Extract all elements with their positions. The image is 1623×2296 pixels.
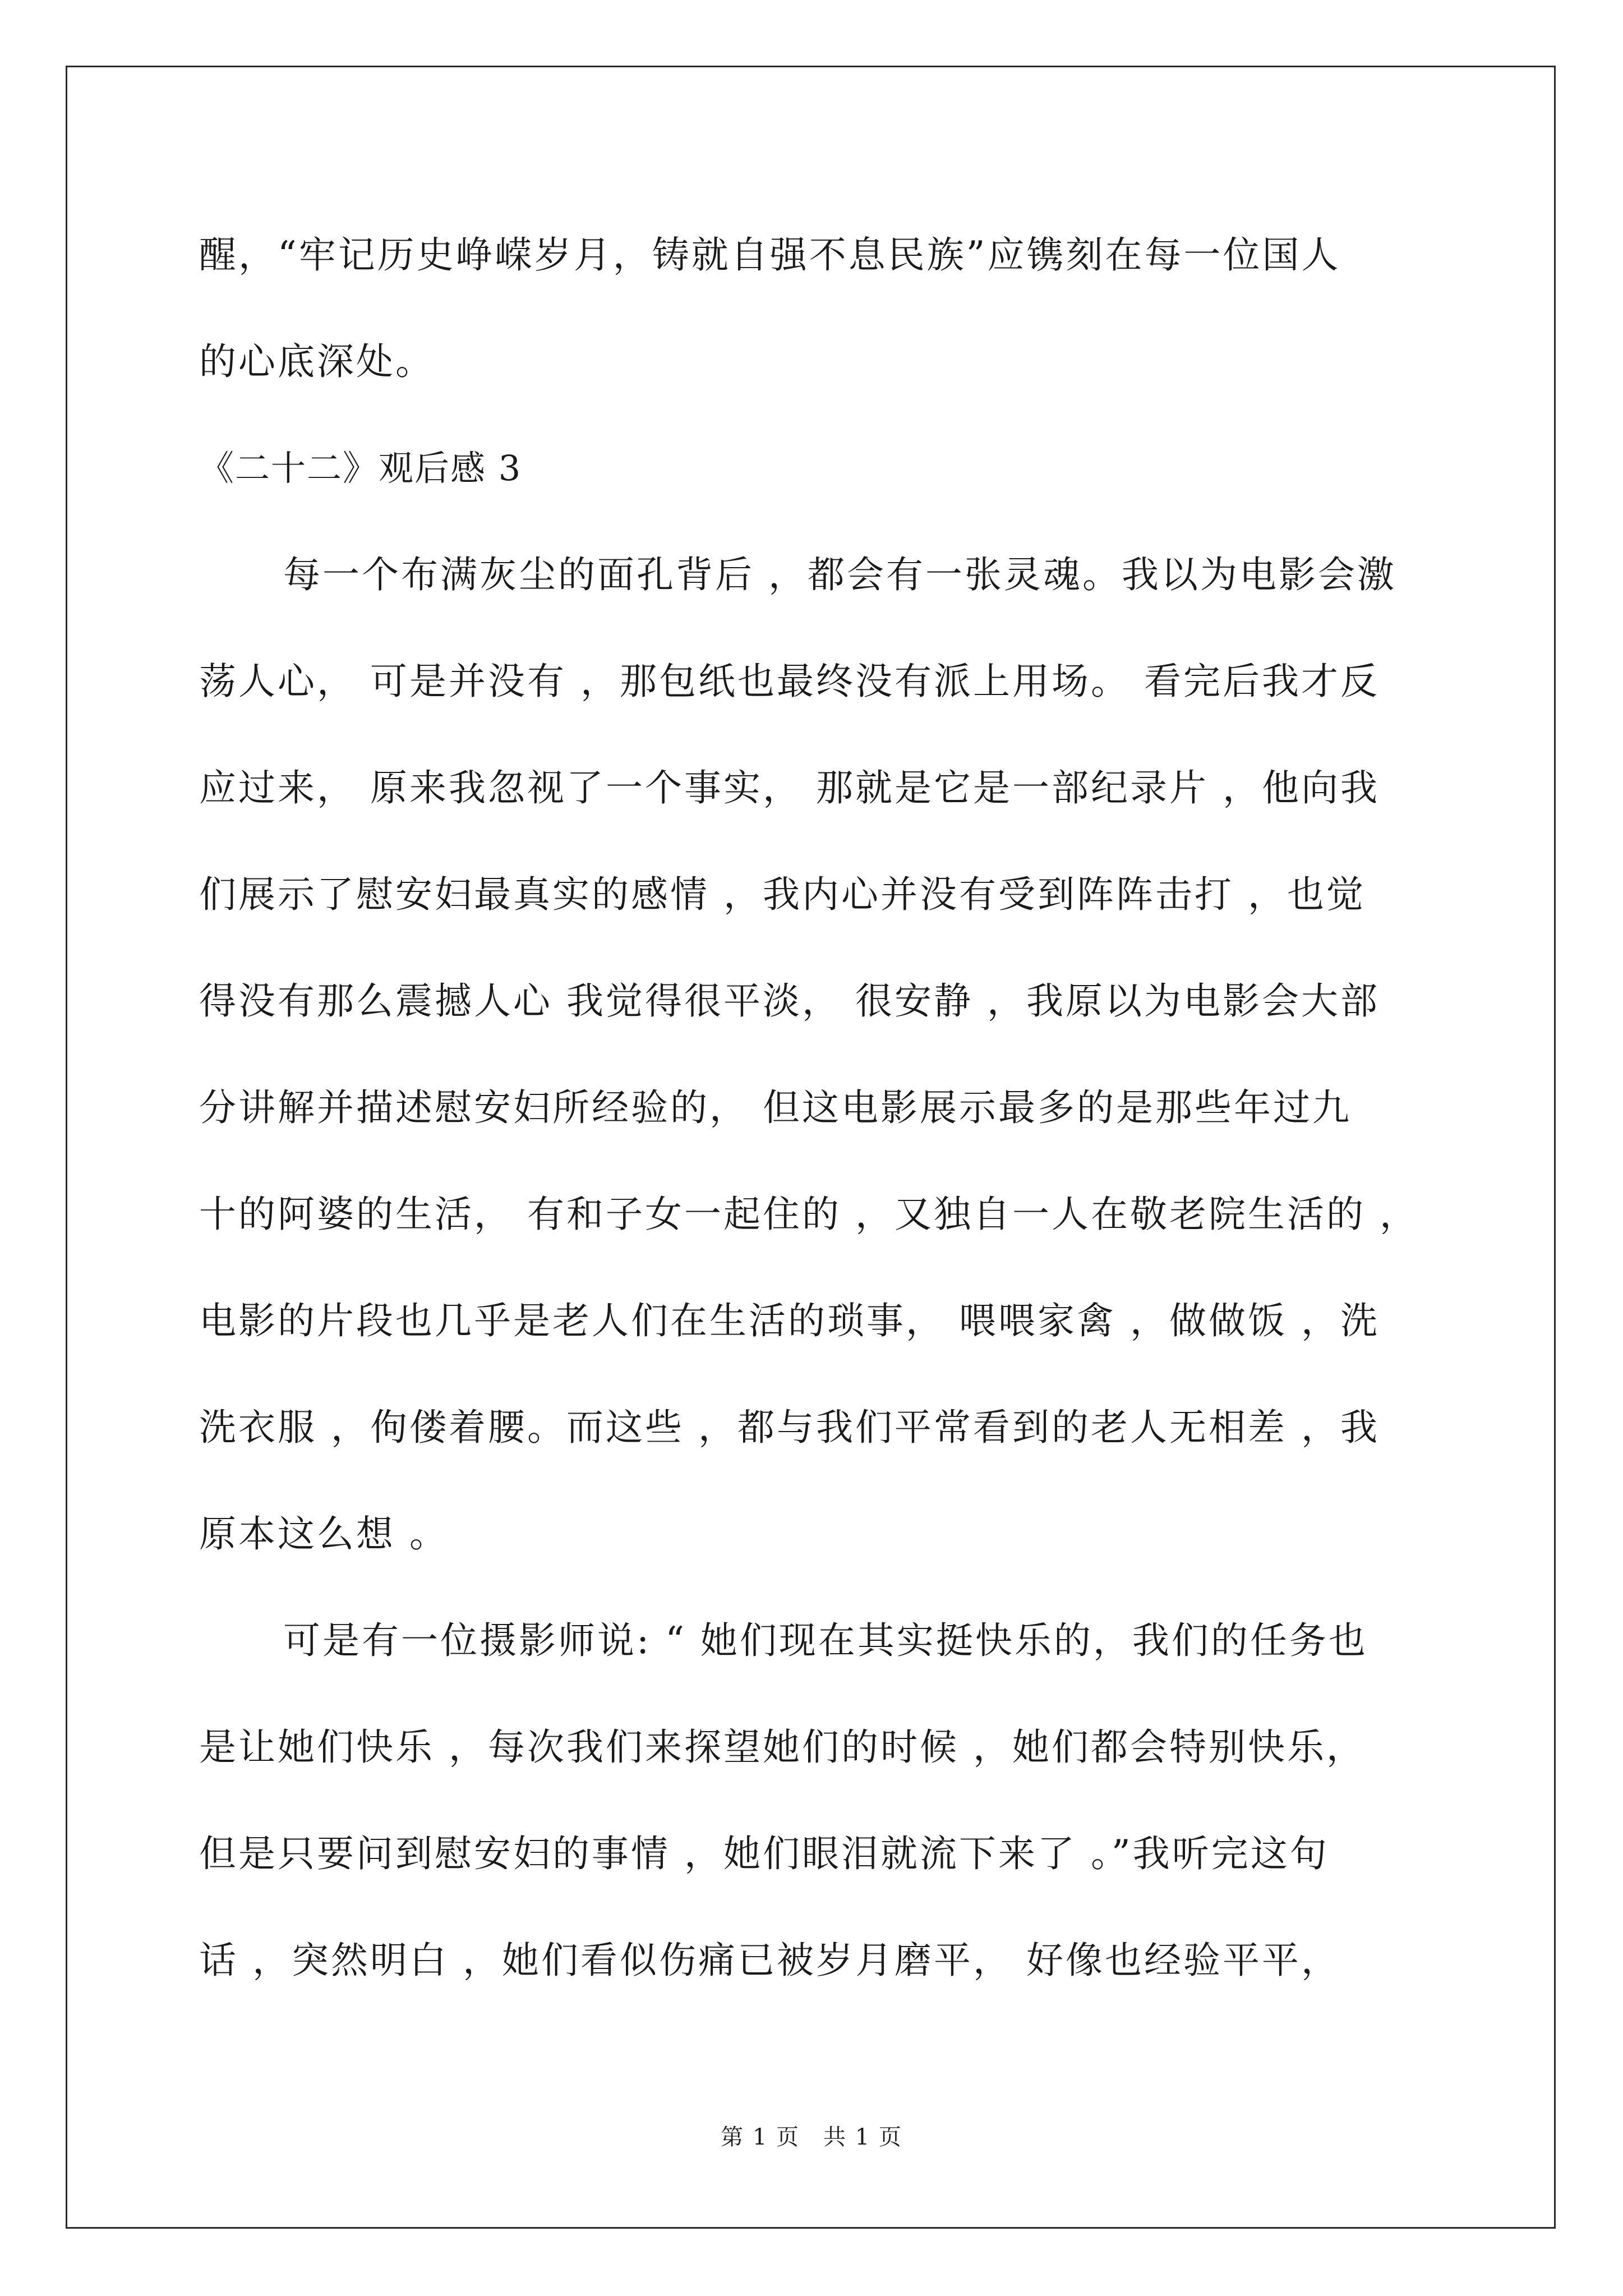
section-heading: 《二十二》观后感 3 <box>199 448 522 489</box>
text-line: 得没有那么震撼人心 我觉得很平淡， 很安静 ，我原以为电影会大部 <box>199 979 1380 1023</box>
text-line: 荡人心， 可是并没有 ，那包纸也最终没有派上用场。 看完后我才反 <box>199 660 1380 703</box>
text-line: 是让她们快乐 ，每次我们来探望她们的时候 ，她们都会特别快乐， <box>199 1726 1366 1769</box>
text-line: 话 ，突然明白 ，她们看似伤痛已被岁月磨平， 好像也经验平平， <box>199 1939 1340 1982</box>
text-line: 醒，“牢记历史峥嵘岁月，铸就自强不息民族”应镌刻在每一位国人 <box>199 233 1341 277</box>
text-line: 电影的片段也几乎是老人们在生活的琐事， 喂喂家禽 ，做做饭 ，洗 <box>199 1299 1380 1342</box>
text-line: 们展示了慰安妇最真实的感情 ，我内心并没有受到阵阵击打 ，也觉 <box>199 873 1366 916</box>
page-number: 第 1 页 共 1 页 <box>721 2124 902 2150</box>
document-body <box>199 202 1433 2014</box>
text-line: 的心底深处。 <box>199 340 435 383</box>
text-line: 十的阿婆的生活， 有和子女一起住的 ，又独自一人在敬老院生活的 ， <box>199 1193 1419 1236</box>
text-line: 分讲解并描述慰安妇所经验的， 但这电影展示最多的是那些年过九 <box>199 1086 1352 1129</box>
text-line: 洗衣服 ，佝偻着腰。而这些 ，都与我们平常看到的老人无相差 ，我 <box>199 1406 1380 1449</box>
text-line: 应过来， 原来我忽视了一个事实， 那就是它是一部纪录片 ，他向我 <box>199 766 1380 809</box>
text-line: 可是有一位摄影师说: “ 她们现在其实挺快乐的，我们的任务也 <box>283 1619 1368 1662</box>
text-line: 每一个布满灰尘的面孔背后 ，都会有一张灵魂。我以为电影会激 <box>283 553 1396 596</box>
text-line: 原本这么想 。 <box>199 1512 449 1556</box>
text-line: 但是只要问到慰安妇的事情 ，她们眼泪就流下来了 。”我听完这句 <box>199 1832 1329 1875</box>
